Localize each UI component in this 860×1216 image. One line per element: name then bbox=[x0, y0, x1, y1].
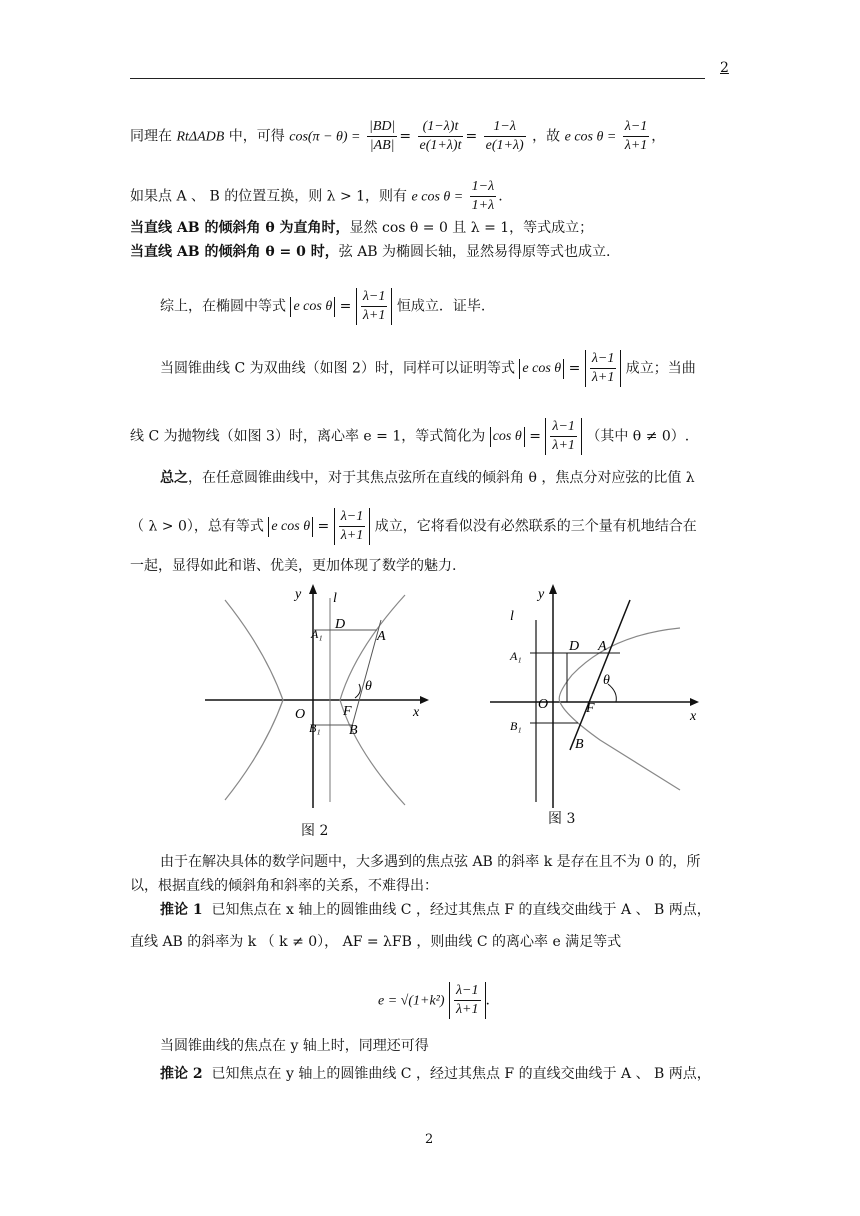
formula-line bbox=[378, 982, 490, 1019]
fig3-label-a: A bbox=[598, 639, 607, 654]
fig3-label-b1: B₁ bbox=[510, 719, 522, 733]
text: 显然 cos θ = 0 且 λ = 1，等式成立； bbox=[349, 220, 594, 236]
header-rule bbox=[130, 78, 705, 79]
fig2-label-a: A bbox=[377, 629, 386, 644]
abs-fraction bbox=[449, 982, 486, 1019]
text: 已知焦点在 y 轴上的圆锥曲线 C ，经过其焦点 F 的直线交曲线于 A 、 B 两点， bbox=[211, 1066, 711, 1082]
fig2-label-y: y bbox=[295, 587, 302, 602]
text-line-13 bbox=[160, 900, 711, 920]
text: 成立，它将看似没有必然联系的三个量有机地结合在 bbox=[374, 518, 697, 535]
fig3-label-y: y bbox=[538, 587, 545, 602]
fraction bbox=[470, 178, 497, 215]
figure-2-caption: 图 2 bbox=[301, 823, 329, 839]
text: 同理在 bbox=[130, 128, 172, 145]
fig3-label-o: O bbox=[538, 697, 549, 712]
fraction bbox=[550, 418, 577, 455]
text-line-10: 一起，显得如此和谐、优美，更加体现了数学的魅力. bbox=[130, 558, 457, 574]
text-line-1: 同理在 RtΔADB 中，可得 cos(π − θ) = $\frac{|BD|}{|AB|}$ = $\frac{(1-\lambda)t}{e(1+\lambda)t}$ = $\frac{1-\lambda}{e(1+\lambda)}$ ，故 e cos θ = $\frac{\lambda-1}{\lambda+1}$ ， bbox=[130, 119, 666, 153]
math: e cos θ = bbox=[411, 189, 464, 205]
footer-page-number: 2 bbox=[425, 1132, 434, 1147]
fig3-label-d: D bbox=[569, 639, 580, 654]
figure-3-caption: 图 3 bbox=[548, 811, 576, 827]
text-line-17 bbox=[160, 1064, 711, 1084]
text-line-5: 综上，在椭圆中等式 e cos θ = $\frac{\lambda-1}{\lambda+1}$ 恒成立．证毕. bbox=[160, 289, 486, 323]
fig2-label-b1: B₁ bbox=[309, 721, 321, 735]
fig2-label-l: l bbox=[333, 591, 337, 606]
math: cos(π − θ) = bbox=[289, 129, 361, 145]
abs-fraction bbox=[585, 350, 622, 387]
abs-expression: e cos θ bbox=[519, 359, 564, 379]
abs-fraction bbox=[334, 508, 371, 545]
header-page-number: 2 bbox=[720, 60, 729, 76]
bold-text: 当直线 AB 的倾斜角 θ 为直角时， bbox=[130, 220, 350, 236]
text-line-9: （ λ > 0），总有等式 e cos θ = $\frac{\lambda-1}{\lambda+1}$ 成立，它将看似没有必然联系的三个量有机地结合在 bbox=[130, 509, 697, 543]
fig2-label-o: O bbox=[295, 707, 306, 722]
fig2-label-theta: θ bbox=[365, 679, 372, 694]
fraction bbox=[484, 118, 526, 155]
abs-expression: e cos θ bbox=[268, 517, 313, 537]
abs-fraction bbox=[356, 288, 393, 325]
text: （其中 θ ≠ 0）. bbox=[586, 428, 690, 445]
numerator: λ−1 bbox=[590, 350, 617, 369]
text: 综上，在椭圆中等式 bbox=[160, 298, 286, 315]
denominator: e(1+λ)t bbox=[419, 138, 462, 153]
text: ，在任意圆锥曲线中，对于其焦点弦所在直线的倾斜角 θ ，焦点分对应弦的比值 λ bbox=[188, 470, 695, 486]
fig3-label-f: F bbox=[586, 701, 595, 716]
fig2-label-d: D bbox=[335, 617, 346, 632]
bold-text: 推论 2 bbox=[160, 1066, 203, 1082]
numerator: λ−1 bbox=[339, 508, 366, 527]
text: （ λ > 0），总有等式 bbox=[130, 518, 264, 535]
text: ，故 bbox=[532, 128, 561, 145]
figure-2-hyperbola bbox=[205, 580, 430, 812]
numerator: λ−1 bbox=[361, 288, 388, 307]
figure-3-parabola bbox=[490, 580, 712, 812]
text-line-16: 当圆锥曲线的焦点在 y 轴上时，同理还可得 bbox=[160, 1038, 429, 1054]
text: 线 C 为抛物线（如图 3）时，离心率 e = 1，等式简化为 bbox=[130, 428, 486, 445]
bold-text: 当直线 AB 的倾斜角 θ = 0 时， bbox=[130, 244, 339, 260]
abs-expression: cos θ bbox=[490, 427, 525, 447]
fraction bbox=[418, 118, 464, 155]
text-line-3 bbox=[130, 218, 593, 238]
text: . bbox=[485, 992, 490, 1009]
text: 已知焦点在 x 轴上的圆锥曲线 C ，经过其焦点 F 的直线交曲线于 A 、 B 两点， bbox=[211, 902, 711, 918]
numerator: 1−λ bbox=[470, 178, 497, 197]
denominator: λ+1 bbox=[552, 438, 575, 453]
fig2-label-a1: A₁ bbox=[311, 627, 323, 641]
text: 恒成立．证毕. bbox=[396, 298, 486, 315]
text-line-12: 以，根据直线的倾斜角和斜率的关系，不难得出： bbox=[130, 878, 438, 894]
text: 如果点 A 、 B 的位置互换，则 λ > 1，则有 bbox=[130, 188, 408, 205]
fig2-label-b: B bbox=[349, 723, 358, 738]
numerator: 1−λ bbox=[484, 118, 526, 137]
abs-fraction bbox=[545, 418, 582, 455]
text: 成立；当曲 bbox=[625, 360, 696, 377]
fig2-label-x: x bbox=[413, 705, 420, 720]
numerator: |BD| bbox=[367, 118, 397, 137]
text-line-6: 当圆锥曲线 C 为双曲线（如图 2）时，同样可以证明等式 e cos θ = $\frac{\lambda-1}{\lambda+1}$ 成立；当曲 bbox=[160, 351, 696, 385]
fraction bbox=[339, 508, 366, 545]
numerator: λ−1 bbox=[623, 118, 650, 137]
denominator: λ+1 bbox=[340, 528, 364, 543]
text-line-7: 线 C 为抛物线（如图 3）时，离心率 e = 1，等式简化为 cos θ = $\frac{\lambda-1}{\lambda+1}$ （其中 θ ≠ 0）. bbox=[130, 419, 690, 453]
math: RtΔADB bbox=[176, 129, 225, 145]
numerator: (1−λ)t bbox=[418, 118, 464, 137]
denominator: λ+1 bbox=[624, 138, 648, 153]
denominator: e(1+λ) bbox=[485, 138, 524, 153]
denominator: 1+λ bbox=[471, 198, 495, 213]
bold-text: 总之 bbox=[160, 470, 188, 486]
denominator: λ+1 bbox=[455, 1002, 479, 1017]
fig3-label-b: B bbox=[575, 737, 584, 752]
denominator: |AB| bbox=[369, 138, 395, 153]
text-line-8 bbox=[160, 468, 695, 488]
fraction bbox=[367, 118, 397, 155]
numerator: λ−1 bbox=[550, 418, 577, 437]
bold-text: 推论 1 bbox=[160, 902, 203, 918]
numerator: λ−1 bbox=[454, 982, 481, 1001]
fraction bbox=[361, 288, 388, 325]
text-line-2: 如果点 A 、 B 的位置互换，则 λ > 1，则有 e cos θ = $\frac{1-\lambda}{1+\lambda}$ . bbox=[130, 179, 503, 213]
text: 中，可得 bbox=[228, 128, 285, 145]
text: 弦 AB 为椭圆长轴，显然易得原等式也成立. bbox=[338, 244, 611, 260]
text-line-4 bbox=[130, 242, 611, 262]
math: e cos θ = bbox=[564, 129, 617, 145]
math: e = √(1+k²) bbox=[378, 993, 445, 1009]
text-line-11: 由于在解决具体的数学问题中，大多遇到的焦点弦 AB 的斜率 k 是存在且不为 0 的，所 bbox=[160, 854, 701, 870]
fraction bbox=[623, 118, 650, 155]
fraction bbox=[590, 350, 617, 387]
fig3-label-theta: θ bbox=[603, 673, 610, 688]
denominator: λ+1 bbox=[362, 308, 386, 323]
text-line-14: 直线 AB 的斜率为 k （ k ≠ 0）， AF = λFB ，则曲线 C 的离心率 e 满足等式 bbox=[130, 934, 622, 950]
denominator: λ+1 bbox=[591, 370, 615, 385]
fraction bbox=[454, 982, 481, 1019]
fig3-label-a1: A₁ bbox=[510, 649, 522, 663]
fig3-label-x: x bbox=[690, 709, 697, 724]
fig2-label-f: F bbox=[343, 704, 352, 719]
text: 当圆锥曲线 C 为双曲线（如图 2）时，同样可以证明等式 bbox=[160, 360, 515, 377]
fig3-label-l: l bbox=[510, 609, 514, 624]
abs-expression: e cos θ bbox=[290, 297, 335, 317]
